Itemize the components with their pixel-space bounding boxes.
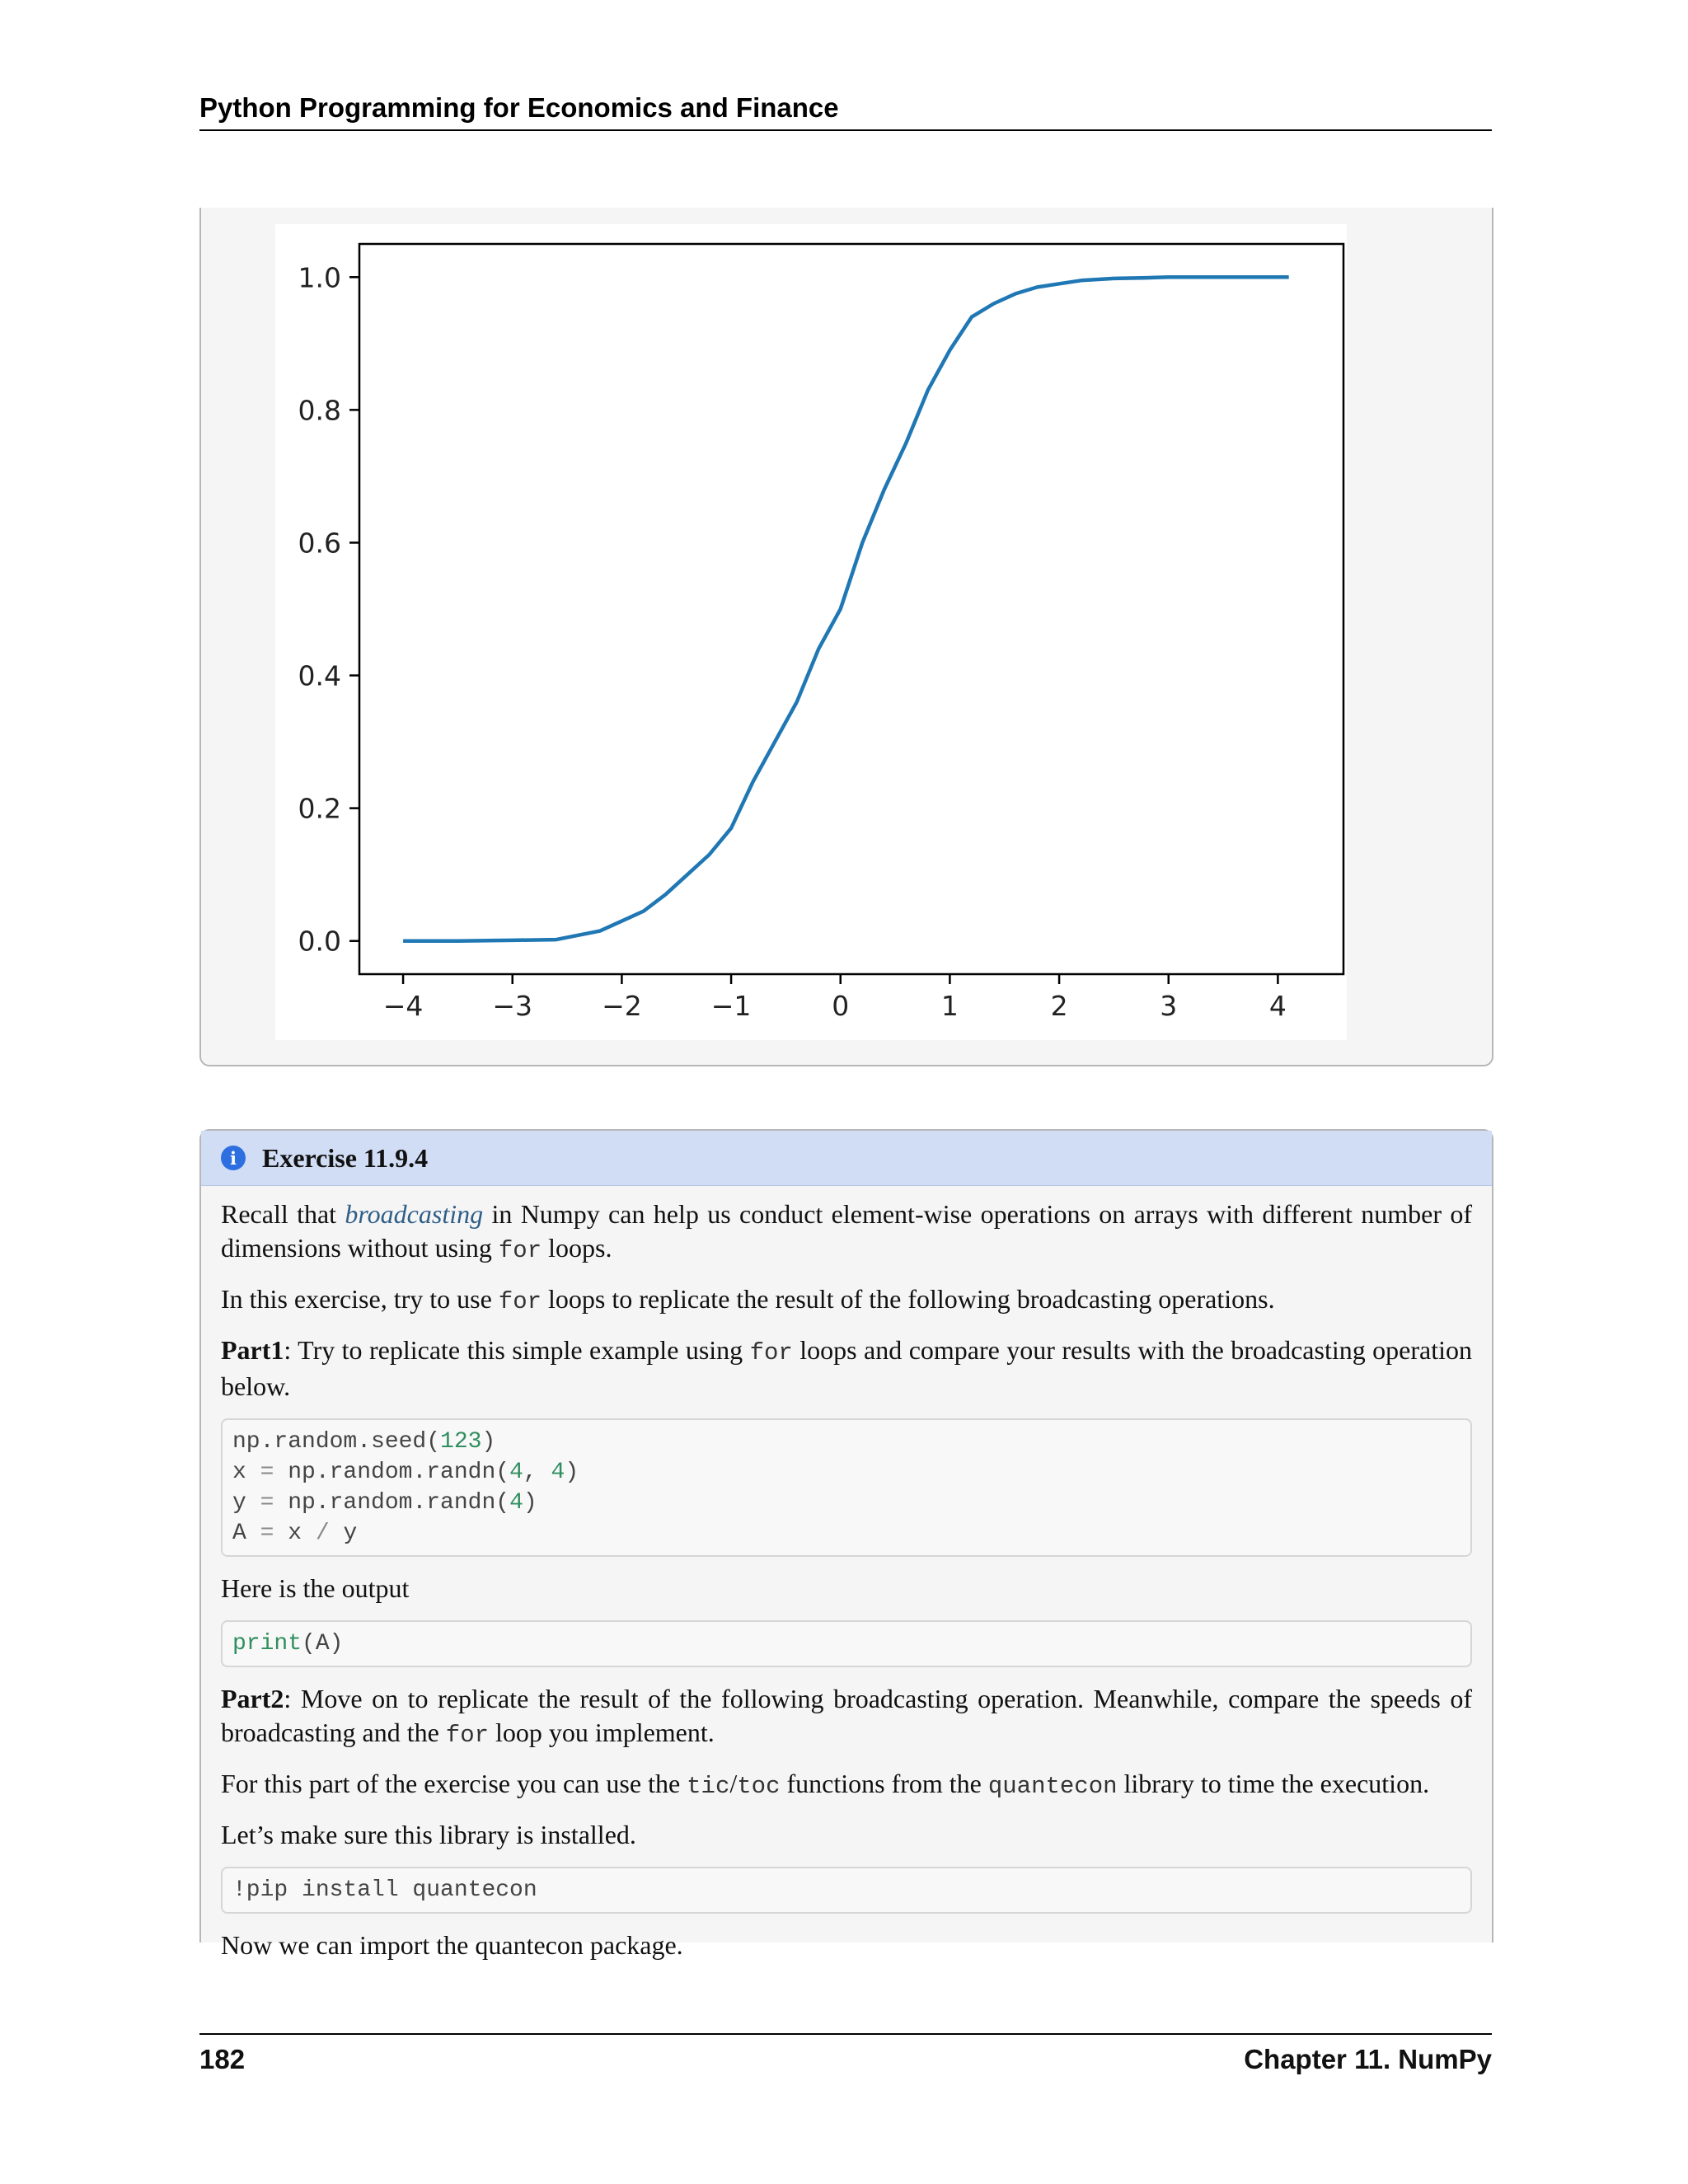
text: For this part of the exercise you can use the	[221, 1769, 687, 1798]
part2-label: Part2	[221, 1684, 284, 1713]
paragraph-instructions	[221, 1282, 1472, 1319]
x-tick-label: 1	[940, 990, 959, 1022]
text: in Numpy can help us conduct element-wise operations on arrays with different number of dimensions without using	[221, 1199, 1472, 1263]
code-token: x	[232, 1460, 260, 1485]
text: loops.	[542, 1233, 612, 1263]
text: library to time the execution.	[1117, 1769, 1430, 1798]
page-header-title: Python Programming for Economics and Finance	[199, 92, 839, 123]
code-number: 4	[509, 1460, 523, 1485]
exercise-body	[201, 1186, 1492, 1962]
paragraph-tictoc	[221, 1767, 1472, 1803]
y-tick-label: 0.0	[298, 925, 341, 958]
text: : Move on to replicate the result of the following broadcasting operation. Meanwhile, compare the speeds of broadcasting and the	[221, 1684, 1472, 1747]
x-tick-label: −2	[602, 990, 642, 1022]
text: loops and compare your results with the broadcasting operation below.	[221, 1335, 1473, 1401]
code-operator: /	[315, 1521, 330, 1546]
text: /	[729, 1769, 738, 1798]
paragraph-part2	[221, 1682, 1472, 1752]
y-tick-label: 0.4	[298, 659, 341, 692]
figure-output-box	[199, 208, 1493, 1066]
code-number: 4	[509, 1490, 523, 1516]
broadcasting-link[interactable]: broadcasting	[345, 1199, 484, 1229]
text: functions from the	[780, 1769, 988, 1798]
y-tick-label: 0.2	[298, 792, 341, 825]
code-token: y	[232, 1490, 260, 1516]
code-token: )	[523, 1490, 537, 1516]
text: Recall that	[221, 1199, 345, 1229]
text: loops to replicate the result of the following broadcasting operations.	[542, 1284, 1275, 1314]
exercise-header	[201, 1131, 1492, 1186]
page-number: 182	[199, 2044, 246, 2074]
y-tick-label: 1.0	[298, 261, 341, 294]
cdf-line-chart	[275, 224, 1347, 1040]
footer-rule	[199, 2033, 1492, 2035]
code-token: )	[481, 1429, 496, 1455]
x-tick-label: 3	[1160, 990, 1178, 1022]
code-block-part1[interactable]	[221, 1418, 1472, 1557]
inline-code: for	[445, 1722, 490, 1749]
x-tick-label: 2	[1050, 990, 1068, 1022]
paragraph-recall	[221, 1197, 1472, 1268]
paragraph-import-note: Now we can import the quantecon package.	[221, 1930, 683, 1960]
code-builtin: print	[232, 1631, 302, 1657]
y-tick-label: 0.6	[298, 527, 341, 560]
chapter-label: Chapter 11. NumPy	[1244, 2044, 1492, 2074]
inline-code: for	[749, 1339, 793, 1366]
info-icon: i	[221, 1146, 246, 1170]
y-tick-label: 0.8	[298, 394, 341, 427]
code-token: )	[565, 1460, 579, 1485]
x-tick-label: −3	[492, 990, 533, 1022]
x-tick-label: −1	[710, 990, 752, 1022]
header-rule	[199, 129, 1492, 131]
text: loop you implement.	[489, 1718, 715, 1747]
inline-code: tic	[687, 1773, 730, 1800]
code-token: y	[329, 1521, 358, 1546]
paragraph-install-note: Let’s make sure this library is installed.	[221, 1820, 636, 1849]
inline-code: for	[498, 1237, 542, 1264]
part1-label: Part1	[221, 1335, 284, 1365]
paragraph-output-intro: Here is the output	[221, 1573, 410, 1603]
x-tick-label: 0	[832, 990, 850, 1022]
code-token: ,	[523, 1460, 551, 1485]
code-operator: =	[260, 1521, 274, 1546]
code-number: 123	[440, 1429, 482, 1455]
exercise-admonition	[199, 1129, 1493, 1960]
x-tick-label: 4	[1268, 990, 1287, 1022]
paragraph-part1	[221, 1333, 1472, 1404]
code-operator: =	[260, 1460, 274, 1485]
code-token: x	[274, 1521, 316, 1546]
code-token: np.random.randn(	[274, 1490, 510, 1516]
code-token: (A)	[302, 1631, 344, 1657]
x-tick-label: −4	[382, 990, 424, 1022]
text: : Try to replicate this simple example using	[284, 1335, 750, 1365]
code-token: np.random.seed(	[232, 1429, 441, 1455]
code-operator: =	[260, 1490, 274, 1516]
inline-code: toc	[737, 1773, 781, 1800]
chart-background	[275, 224, 1347, 1040]
code-token: A	[232, 1521, 260, 1546]
code-number: 4	[551, 1460, 565, 1485]
text: In this exercise, try to use	[221, 1284, 499, 1314]
exercise-title: Exercise 11.9.4	[262, 1142, 429, 1173]
inline-code: quantecon	[987, 1773, 1118, 1800]
code-block-print[interactable]	[221, 1620, 1472, 1667]
code-block-install[interactable]: !pip install quantecon	[221, 1867, 1472, 1914]
code-token: np.random.randn(	[274, 1460, 510, 1485]
inline-code: for	[498, 1288, 542, 1315]
